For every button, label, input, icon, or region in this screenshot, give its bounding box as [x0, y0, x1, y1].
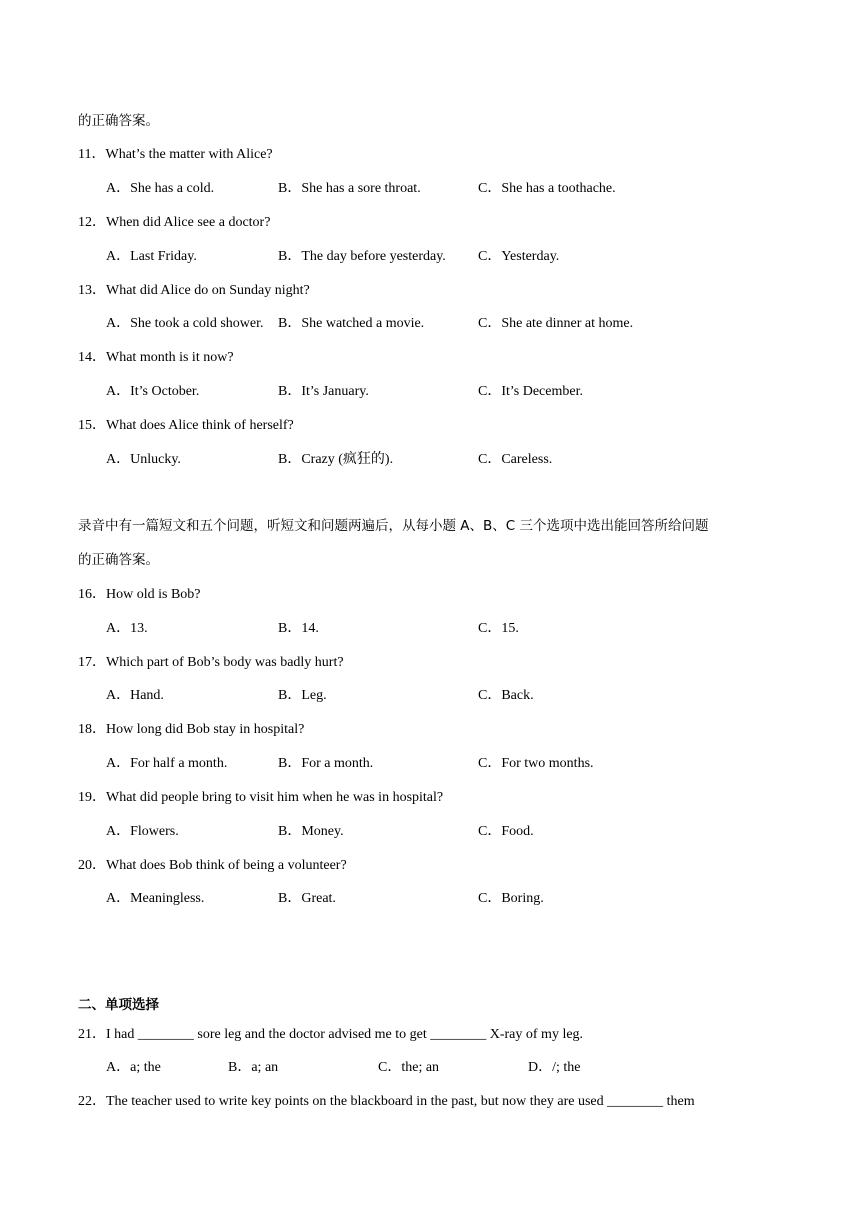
option-b: B．Crazy (疯狂的).	[278, 452, 394, 467]
question-number: 16．	[78, 587, 106, 602]
question-11	[78, 145, 273, 165]
section-title: 二、单项选择	[78, 997, 159, 1013]
option-c: C．the; an	[378, 1060, 440, 1075]
option-a: A．Last Friday.	[106, 249, 197, 264]
question-text: What month is it now?	[106, 350, 234, 365]
option-c: C．Back.	[478, 688, 534, 703]
question-number: 20．	[78, 858, 106, 873]
option-c: C．She has a toothache.	[478, 181, 616, 196]
question-text: Which part of Bob’s body was badly hurt?	[106, 655, 344, 670]
question-number: 18．	[78, 722, 106, 737]
option-d: D．/; the	[528, 1060, 581, 1075]
question-number: 19．	[78, 790, 106, 805]
question-text: What did Alice do on Sunday night?	[106, 283, 310, 298]
passage-instructions-line1: 录音中有一篇短文和五个问题，听短文和问题两遍后，从每小题 A、B、C 三个选项中选出能回答所给问题	[78, 518, 709, 534]
option-c: C．She ate dinner at home.	[478, 316, 634, 331]
question-text: What’s the matter with Alice?	[105, 147, 273, 162]
option-a: A．She has a cold.	[106, 181, 215, 196]
question-text: What does Bob think of being a volunteer?	[106, 858, 347, 873]
question-20	[78, 856, 347, 876]
question-15	[78, 416, 294, 436]
option-b: B．The day before yesterday.	[278, 249, 446, 264]
option-c: C．15.	[478, 621, 519, 636]
option-a: A．Hand.	[106, 688, 164, 703]
question-number: 12．	[78, 215, 106, 230]
question-13	[78, 281, 310, 301]
question-22	[78, 1092, 695, 1112]
question-text: I had ________ sore leg and the doctor advised me to get ________ X-ray of my leg.	[106, 1027, 584, 1042]
option-c: C．Careless.	[478, 452, 553, 467]
section-intro-end: 的正确答案。	[78, 113, 159, 129]
question-14	[78, 348, 234, 368]
option-b: B．Money.	[278, 824, 344, 839]
question-19	[78, 788, 443, 808]
option-c: C．It’s December.	[478, 384, 583, 399]
option-b: B．Leg.	[278, 688, 327, 703]
question-number: 11．	[78, 147, 106, 162]
option-a: A．For half a month.	[106, 756, 228, 771]
question-number: 14．	[78, 350, 106, 365]
question-number: 17．	[78, 655, 106, 670]
option-b: B．For a month.	[278, 756, 374, 771]
question-number: 21．	[78, 1027, 106, 1042]
question-16	[78, 585, 201, 605]
option-c: C．Boring.	[478, 891, 544, 906]
question-number: 22．	[78, 1094, 106, 1109]
question-21	[78, 1025, 583, 1045]
option-b: B．It’s January.	[278, 384, 369, 399]
option-c: C．Yesterday.	[478, 249, 560, 264]
option-a: A．13.	[106, 621, 148, 636]
question-text: What did people bring to visit him when he was in hospital?	[106, 790, 444, 805]
option-b: B．a; an	[228, 1060, 279, 1075]
question-text: What does Alice think of herself?	[106, 418, 294, 433]
option-c: C．Food.	[478, 824, 534, 839]
question-text: When did Alice see a doctor?	[106, 215, 271, 230]
option-a: A．She took a cold shower.	[106, 316, 264, 331]
question-text: The teacher used to write key points on the blackboard in the past, but now they are used ________ them	[106, 1094, 695, 1109]
option-b: B．14.	[278, 621, 319, 636]
option-a: A．It’s October.	[106, 384, 200, 399]
option-a: A．a; the	[106, 1060, 161, 1075]
question-text: How long did Bob stay in hospital?	[106, 722, 305, 737]
option-b: B．Great.	[278, 891, 336, 906]
option-a: A．Flowers.	[106, 824, 179, 839]
passage-instructions-line2: 的正确答案。	[78, 552, 159, 568]
question-number: 13．	[78, 283, 106, 298]
option-c: C．For two months.	[478, 756, 594, 771]
option-a: A．Meaningless.	[106, 891, 205, 906]
option-b: B．She watched a movie.	[278, 316, 425, 331]
question-number: 15．	[78, 418, 106, 433]
question-text: How old is Bob?	[106, 587, 201, 602]
option-a: A．Unlucky.	[106, 452, 181, 467]
question-12	[78, 213, 270, 233]
question-18	[78, 720, 304, 740]
option-b: B．She has a sore throat.	[278, 181, 421, 196]
question-17	[78, 653, 344, 673]
